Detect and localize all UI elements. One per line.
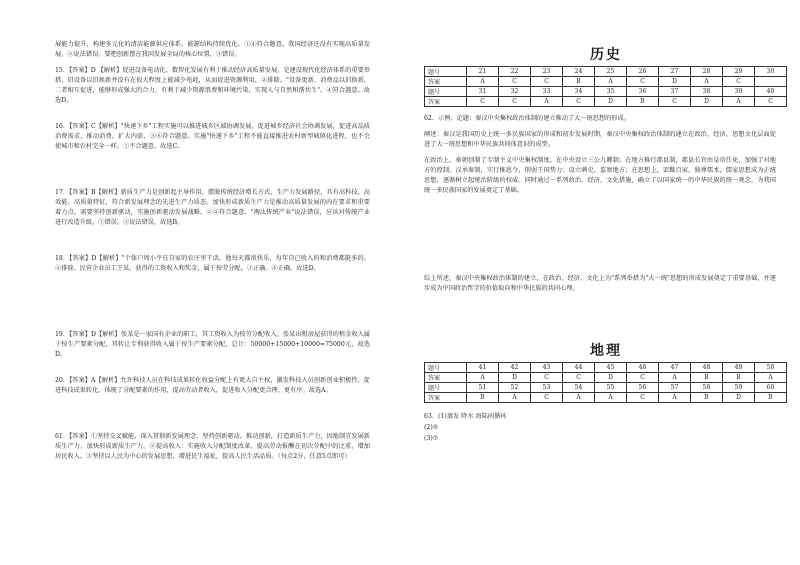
table-cell [755,77,787,87]
table-cell: A [723,97,755,107]
table-cell: 38 [691,87,723,97]
table-cell: C [563,97,595,107]
table-cell: C [531,373,563,383]
table-cell: 33 [531,87,563,97]
table-cell: A [659,393,691,403]
table-cell: 34 [563,87,595,97]
table-row-header: 题号 [425,67,467,77]
table-cell: A [563,393,595,403]
table-cell: C [499,97,531,107]
table-row [425,373,787,383]
table-row-header: 答案 [425,97,467,107]
table-cell: C [499,77,531,87]
table-cell: C [531,77,563,87]
table-cell: B [467,393,499,403]
paragraph-history-62-argument: 阐述：秦汉是我国历史上统一多民族国家的形成和初步发展时期，秦汉中央集权政治体制的建立在政治、经济、思想文化层面促进了大一统思想和中华民族共同体意识的成型。 [424,131,776,149]
table-cell: C [755,97,787,107]
table-cell: 43 [531,363,563,373]
table-cell: D [595,373,627,383]
table-cell: A [467,373,499,383]
table-cell: A [467,77,499,87]
table-row [425,87,787,97]
table-cell: D [723,393,755,403]
table-cell: 27 [659,67,691,77]
table-cell: C [659,97,691,107]
table-cell: 42 [499,363,531,373]
table-cell: 30 [755,67,787,77]
table-row [425,97,787,107]
table-cell: 40 [755,87,787,97]
table-cell: B [691,373,723,383]
table-cell: B [723,373,755,383]
table-row [425,383,787,393]
table-cell: A [691,77,723,87]
table-row-header: 答案 [425,77,467,87]
table-cell: A [755,373,787,383]
geography-answer-table [424,362,787,403]
table-cell: C [723,77,755,87]
table-row-header: 题号 [425,87,467,97]
table-cell: 52 [499,383,531,393]
table-row [425,393,787,403]
table-cell: 50 [755,363,787,373]
table-row [425,77,787,87]
table-cell: D [595,97,627,107]
geography-title: 地理 [590,343,622,359]
table-row [425,67,787,77]
table-cell: 21 [467,67,499,77]
table-cell: 44 [563,363,595,373]
table-cell: D [659,77,691,87]
table-cell: 31 [467,87,499,97]
table-cell: D [691,97,723,107]
table-cell: 54 [563,383,595,393]
table-cell: B [755,393,787,403]
table-row-header: 答案 [425,373,467,383]
table-cell: 25 [595,67,627,77]
table-row-header: 题号 [425,363,467,373]
paragraph-politics-17: 17．【答案】B【解析】新质生产力是创新起主导作用，摆脱传统经济增长方式、生产力发展路径，具有高科技、高效能、高质量特征，符合新发展理念的先进生产力质态。加快形成新质生产力是推动高质量发展的内在要求和重要着力点，需要坚持创新驱动，实施创新驱动发展战略，②④符合题意。"淘汰传统产业"说法错误，应该对传统产业进行改造升级，①错误。③说法错误，故选B。 [55,189,370,227]
table-cell: 26 [627,67,659,77]
table-cell: 60 [755,383,787,393]
table-cell: 56 [627,383,659,393]
table-cell: C [467,97,499,107]
table-cell: 36 [627,87,659,97]
table-cell: A [595,393,627,403]
table-cell: 22 [499,67,531,77]
table-cell: 29 [723,67,755,77]
history-title: 历史 [590,47,622,63]
table-row-header: 题号 [425,383,467,393]
paragraph-geography-63-2: (2)⑤ [424,424,439,431]
table-cell: C [531,393,563,403]
table-cell: C [627,373,659,383]
table-cell: 45 [595,363,627,373]
paragraph-politics-19: 19．【答案】D【解析】张某是一家国有企业的职工，其工资收入为按劳分配收入。张某出租房屋获得的租金收入属于按生产要素分配，其转让专利获得收入属于按生产要素分配，总计：50000+15000+10000=75000元，故选D。 [55,331,370,359]
paragraph-politics-18: 18．【答案】D【解析】"个体户周小平在自家的农庄里干活，他每天都很快乐，每年自己收入的和消费都挺多的。②排除。民营企业员工王某，获得的工资收入和奖金，属于按劳分配。③正确。④正确。故选D。 [55,255,370,273]
table-row-header: 答案 [425,393,467,403]
paragraph-politics-61: 61．【答案】①坚持交叉赋能，深入贯彻新发展理念，坚持创新驱动。推动创新，打造新质生产力，因地制宜发展新质生产力，加快形成新质生产力。②提高收入：实施收入分配制度改革，提高劳动报酬在初次分配中的比重，增加居民收入。③坚持以人民为中心的发展思想，增进民生福祉，提高人民生活品质。（每点2分，任意5点即可） [55,433,370,461]
table-cell: A [531,97,563,107]
table-cell: 47 [659,363,691,373]
table-cell: 57 [659,383,691,393]
paragraph-history-62-body: 在政治上，秦朝创制了专制主义中央集权制度。在中央设立三公九卿制；在地方推行郡县制，郡县长官由皇帝任免，加强了对地方的控制。汉承秦制，实行推恩令，削弱王国势力；设立刺史，监察地方；在思想上，罢黜百家，独尊儒术，儒家思想成为正统思想，逐渐树立起统治阶级的权威。同时通过一系列政治、经济、文化措施，确立了以国家统一的中华民族的统一观念，为我国统一多民族国家的发展奠定了基础。 [424,157,776,195]
paragraph-politics-16: 16．【答案】C【解析】"快递下乡"工程实施可以推进城乡区域协调发展，促进城乡经济社会协调发展，促进高品质消费需求，推动消费，扩大内需，③⑥符合题意。实施"快递下乡"工程不能直接推进农村新型城镇化进程，也不会使城市和农村完全一样，①不合题意，故选C。 [55,123,370,151]
table-cell: 39 [723,87,755,97]
paragraph-geography-63-1: 63．(1)蒸发 降水 海陆间循环 [424,413,507,420]
table-cell: 41 [467,363,499,373]
table-cell: 24 [563,67,595,77]
table-cell: A [595,77,627,87]
paragraph-politics-14-end: 展能力提升，构建多元化的清洁能源供应体系，能源结构持续优化。①④符合题意。我国经济还没有实现高质量发展，②说法错误。要把创新摆在我国发展全局的核心位置，③错误。 [55,41,370,59]
table-cell: B [563,77,595,87]
paragraph-history-62-thesis: 62．示例：论题：秦汉中央集权政治体制的建立推动了大一统思想的形成。 [424,115,630,122]
table-cell: C [627,77,659,87]
table-cell: A [659,373,691,383]
table-cell: 51 [467,383,499,393]
table-cell: 46 [627,363,659,373]
table-cell: 59 [723,383,755,393]
history-answer-table [424,66,787,107]
table-row [425,363,787,373]
table-cell: 32 [499,87,531,97]
table-cell: C [627,393,659,403]
right-page [400,0,800,565]
paragraph-geography-63-3: (3)⑦ [424,435,439,442]
table-cell: 37 [659,87,691,97]
table-cell: C [563,373,595,383]
paragraph-politics-15: 15．【答案】D 【解析】促进设备电动化、数智化发展有利于推动经济高质量发展，是建设现代化经济体系的重要举措，旧设备以旧换新并没有在很大程度上能减少电耗，从而促进资源利用，②排除。"设备更新、消费品以旧换新，二者相互促进，能够形成强大的合力，有利于减少资源浪费和环境污染，实现人与自然和谐共生"。④符合题意。故选D。 [55,67,370,105]
table-cell: B [691,393,723,403]
table-cell: 23 [531,67,563,77]
table-cell: A [499,393,531,403]
table-cell: 53 [531,383,563,393]
table-cell: D [499,373,531,383]
paragraph-politics-20: 20．【答案】A【解析】允许科技人员在科技成果转化收益分配上有更大自主权，激发科技人员创新创业积极性，促进科技成果转化。体现了分配要素的作用，提高劳动者收入，促进收入分配更合理、更有序。故选A。 [55,377,370,395]
table-cell: 35 [595,87,627,97]
table-cell: 48 [691,363,723,373]
paragraph-history-62-conclusion: 综上所述，秦汉中央集权政治体制的建立，在政治、经济、文化上为"系列举措为"大一统"思想的形成发展奠定了重要基础，并逐步成为中国政治哲学的价值取向和中华民族的共同心理。 [424,275,776,293]
table-cell: B [627,97,659,107]
table-cell: 28 [691,67,723,77]
table-cell: 58 [691,383,723,393]
table-cell: 49 [723,363,755,373]
table-cell: 55 [595,383,627,393]
